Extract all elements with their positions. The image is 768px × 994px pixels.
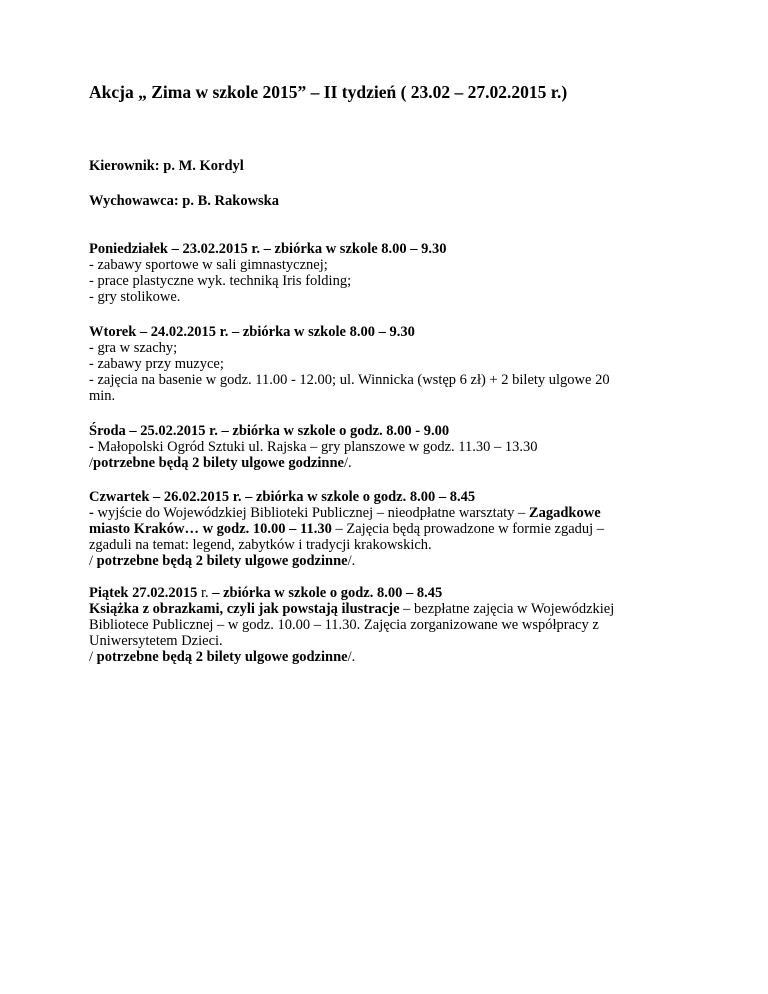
- sroda-dash: -: [89, 439, 94, 455]
- piatek-line-2: Bibliotece Publicznej – w godz. 10.00 – 11.30. Zajęcia zorganizowane we współpracy z: [89, 617, 599, 633]
- piatek-line-1: [89, 601, 689, 617]
- wtorek-item-basen-cont: min.: [89, 388, 116, 404]
- piatek-heading-bold-2: – zbiórka w szkole o godz. 8.00 – 8.45: [212, 585, 443, 601]
- note-bold: potrzebne będą 2 bilety ulgowe godzinne: [96, 649, 348, 665]
- czwartek-heading: Czwartek – 26.02.2015 r. – zbiórka w szkole o godz. 8.00 – 8.45: [89, 489, 476, 505]
- poniedzialek-heading: Poniedziałek – 23.02.2015 r. – zbiórka w szkole 8.00 – 9.30: [89, 241, 447, 257]
- wtorek-item: - gra w szachy;: [89, 340, 178, 356]
- section-sroda: [89, 423, 689, 471]
- czwartek-dash: -: [89, 505, 94, 521]
- czwartek-bold-1: Zagadkowe: [528, 505, 601, 521]
- poniedzialek-item: - prace plastyczne wyk. techniką Iris folding;: [89, 273, 352, 289]
- note-bold: potrzebne będą 2 bilety ulgowe godzinne: [96, 553, 348, 569]
- wtorek-item: - zabawy przy muzyce;: [89, 356, 224, 372]
- note-open: /: [89, 455, 94, 471]
- note-open: /: [89, 649, 97, 665]
- czwartek-line-1: [89, 505, 689, 521]
- note-open: /: [89, 553, 97, 569]
- sroda-heading: Środa – 25.02.2015 r. – zbiórka w szkole o godz. 8.00 - 9.00: [89, 423, 450, 439]
- czwartek-text-2: – Zajęcia będą prowadzone w formie zgaduj –: [331, 521, 605, 537]
- wychowawca-line: Wychowawca: p. B. Rakowska: [89, 193, 279, 209]
- note-close: /.: [343, 455, 352, 471]
- note-close: /.: [347, 649, 356, 665]
- piatek-heading: [89, 585, 689, 601]
- czwartek-line-2: [89, 521, 689, 537]
- piatek-bold-1: Książka z obrazkami, czyli jak powstają ilustracje: [89, 601, 400, 617]
- piatek-text-1: – bezpłatne zajęcia w Wojewódzkiej: [399, 601, 615, 617]
- wtorek-heading: Wtorek – 24.02.2015 r. – zbiórka w szkole 8.00 – 9.30: [89, 324, 415, 340]
- sroda-item: [89, 439, 689, 455]
- note-close: /.: [347, 553, 356, 569]
- sroda-text: Małopolski Ogród Sztuki ul. Rajska – gry planszowe w godz. 11.30 – 13.30: [93, 439, 538, 455]
- czwartek-note: [89, 553, 689, 569]
- piatek-line-3: Uniwersytetem Dzieci.: [89, 633, 223, 649]
- section-poniedzialek: [89, 241, 689, 305]
- section-czwartek: [89, 489, 689, 569]
- czwartek-line-3: zgaduli na temat: legend, zabytków i tradycji krakowskich.: [89, 537, 432, 553]
- czwartek-text-1: wyjście do Wojewódzkiej Biblioteki Publicznej – nieodpłatne warsztaty –: [93, 505, 529, 521]
- piatek-heading-bold-1: Piątek 27.02.2015: [89, 585, 198, 601]
- wtorek-item-basen: - zajęcia na basenie w godz. 11.00 - 12.00; ul. Winnicka (wstęp 6 zł) + 2 bilety ulgowe 20: [89, 372, 610, 388]
- poniedzialek-item: - zabawy sportowe w sali gimnastycznej;: [89, 257, 328, 273]
- poniedzialek-item: - gry stolikowe.: [89, 289, 181, 305]
- note-bold: potrzebne będą 2 bilety ulgowe godzinne: [93, 455, 344, 471]
- section-piatek: [89, 585, 689, 665]
- kierownik-line: Kierownik: p. M. Kordyl: [89, 158, 244, 174]
- section-wtorek: [89, 324, 689, 404]
- czwartek-bold-2: miasto Kraków… w godz. 10.00 – 11.30: [89, 521, 332, 537]
- sroda-note: [89, 455, 689, 471]
- piatek-heading-normal: r.: [197, 585, 213, 601]
- piatek-note: [89, 649, 689, 665]
- document-title: Akcja „ Zima w szkole 2015” – II tydzień ( 23.02 – 27.02.2015 r.): [89, 82, 568, 102]
